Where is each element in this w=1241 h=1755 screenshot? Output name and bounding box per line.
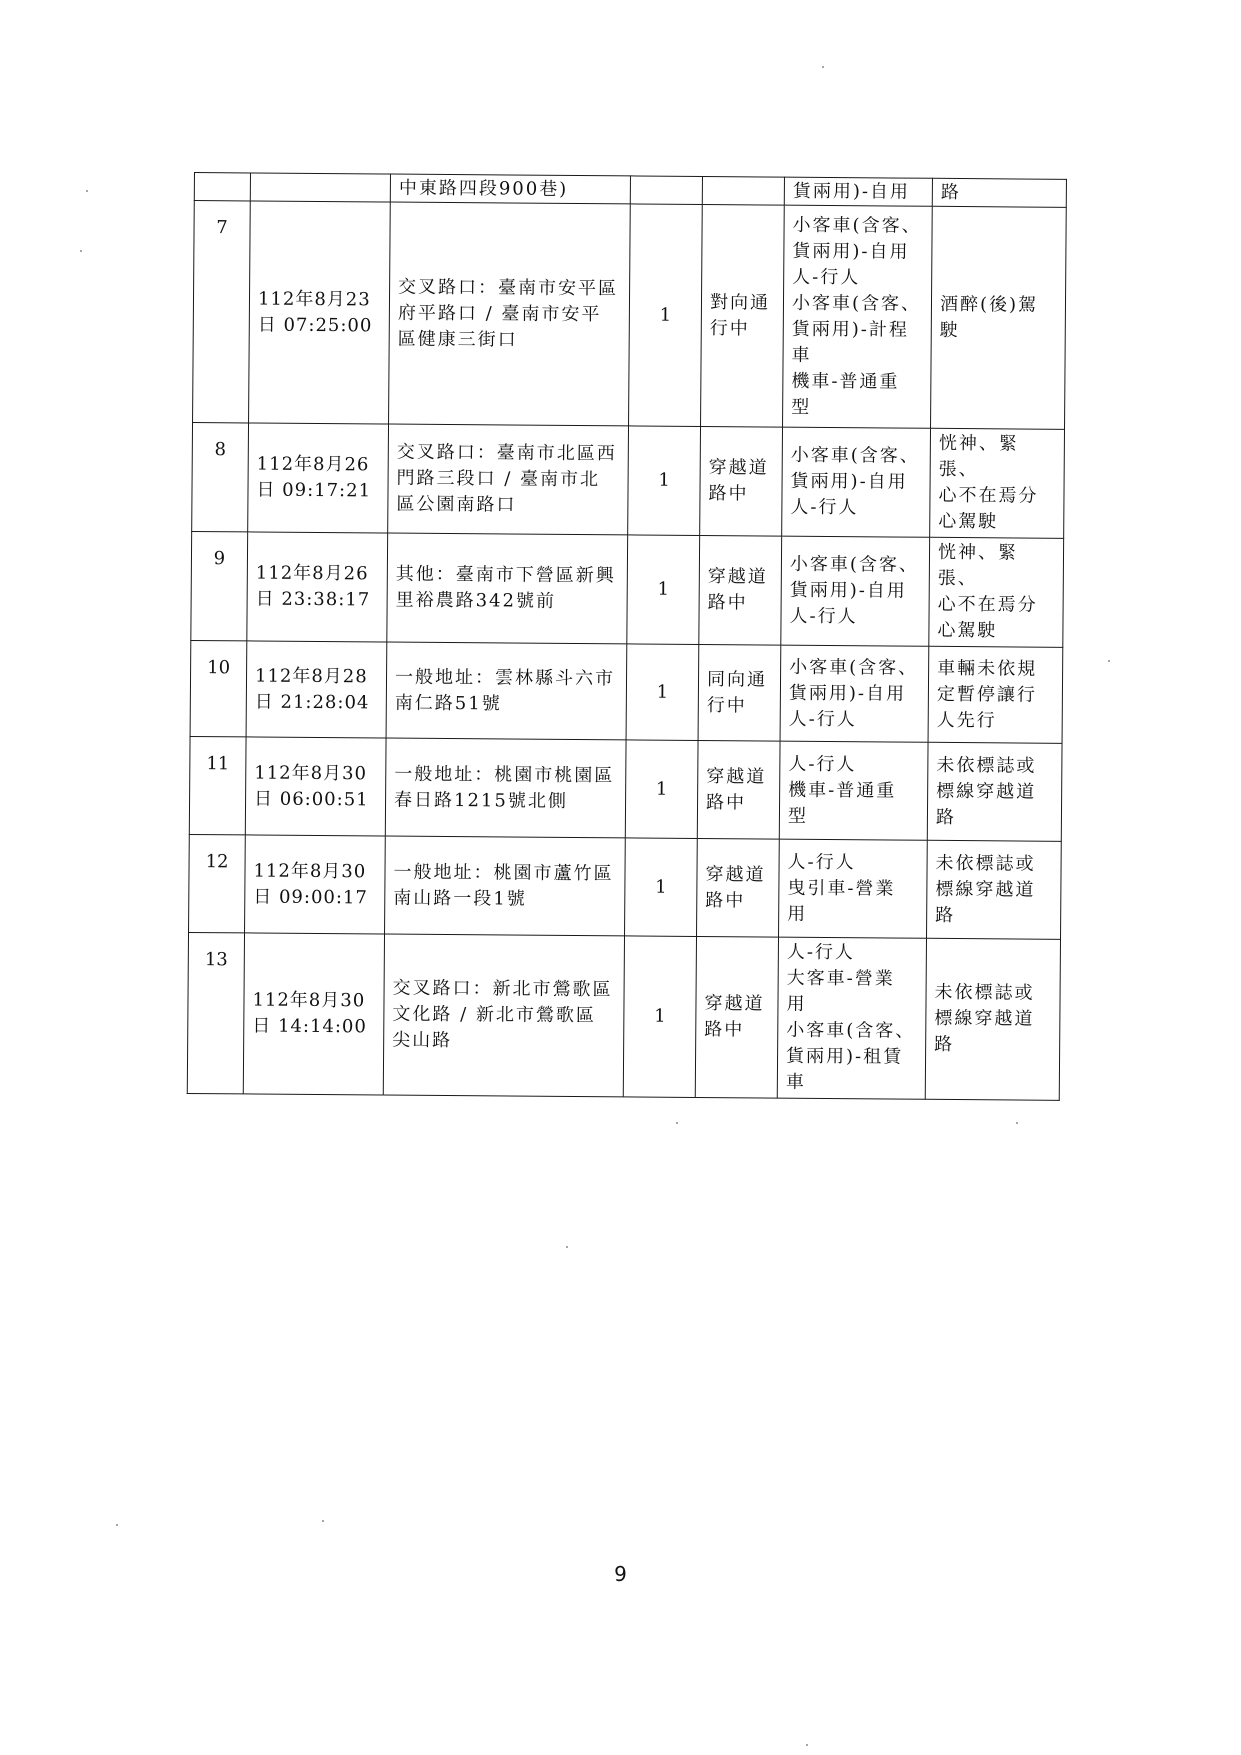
cell-parties: 貨兩用)-自用	[784, 177, 932, 206]
cell-manner-line: 路中	[705, 889, 746, 911]
table-row	[190, 640, 1063, 743]
cell-location-line: 其他：臺南市下營區新興	[395, 563, 616, 587]
cell-date-line: 112年8月30	[253, 859, 367, 882]
cell-parties-line: 人-行人	[786, 941, 856, 964]
cell-manner-line: 穿越道	[704, 993, 765, 1015]
cell-cause-line: 路	[935, 806, 957, 828]
table-row	[192, 422, 1065, 538]
cell-manner	[695, 936, 778, 1098]
cell-manner-line: 穿越道	[706, 765, 767, 788]
cell-location-line: 南山路一段1號	[393, 887, 527, 910]
cell-manner-line: 穿越道	[708, 457, 769, 479]
cell-no: 10	[190, 640, 247, 736]
cell-parties-line: 用	[787, 903, 808, 925]
cell-cause-line: 心駕駛	[938, 510, 999, 533]
cell-manner	[702, 176, 784, 205]
cell-location	[388, 424, 629, 535]
cell-location-line: 府平路口 / 臺南市安平	[397, 302, 602, 325]
table-row	[187, 932, 1060, 1100]
cell-cause-line: 車輛未依規	[937, 657, 1038, 680]
table-row	[189, 834, 1062, 939]
cell-parties-line: 人-行人	[787, 851, 856, 873]
cell-cause-line: 定暫停讓行	[936, 683, 1038, 706]
cell-date-line: 112年8月30	[254, 761, 368, 784]
cell-no: 9	[191, 531, 248, 640]
cell-cause	[927, 840, 1062, 939]
cell-location-line: 交叉路口：臺南市北區西	[396, 441, 617, 465]
cell-parties	[780, 645, 929, 742]
cell-count: 1	[625, 740, 698, 839]
cell-parties-line: 人-行人	[790, 496, 859, 519]
cell-cause-line: 未依標誌或	[935, 852, 1036, 875]
cell-date	[245, 737, 386, 836]
cell-count: 1	[627, 535, 700, 645]
cell-date-line: 日 14:14:00	[252, 1015, 367, 1038]
scan-speck	[322, 1520, 324, 1522]
cell-count: 1	[629, 204, 703, 427]
cell-parties-line: 人-行人	[788, 708, 857, 730]
cell-location	[389, 202, 631, 426]
cell-location-line: 一般地址：桃園市桃園區	[394, 763, 615, 786]
cell-manner-line: 路中	[707, 592, 748, 614]
cell-date-line: 112年8月26	[255, 562, 369, 585]
cell-date-line: 日 21:28:04	[254, 690, 370, 713]
cell-date-line: 日 09:17:21	[256, 479, 372, 502]
table-row	[191, 531, 1064, 647]
cell-parties-line: 貨兩用)-自用	[788, 682, 907, 705]
scan-speck	[676, 1122, 678, 1124]
cell-parties-line: 曳引車-營業	[787, 877, 896, 900]
cell-date	[247, 532, 388, 642]
cell-location-line: 區健康三街口	[397, 328, 518, 351]
cell-manner-line: 行中	[706, 694, 747, 716]
cell-date	[243, 933, 384, 1095]
cell-cause	[928, 646, 1063, 743]
cell-no: 12	[189, 834, 246, 932]
cell-location-line: 尖山路	[392, 1029, 453, 1052]
cell-location-line: 交叉路口：臺南市安平區	[398, 276, 619, 299]
cell-manner	[701, 204, 785, 427]
cell-cause-line: 標線穿越道	[934, 1007, 1035, 1030]
accident-table-body	[187, 173, 1066, 1101]
cell-cause-line: 心駕駛	[937, 619, 998, 642]
cell-date-line: 112年8月28	[254, 664, 368, 687]
cell-count: 1	[628, 426, 701, 536]
accident-table	[187, 172, 1067, 1101]
cell-no: 7	[193, 201, 251, 423]
cell-location-line: 一般地址：雲林縣斗六市	[394, 666, 616, 689]
cell-no: 11	[189, 736, 246, 834]
cell-location-line: 春日路1215號北側	[393, 789, 568, 812]
cell-cause-line: 路	[934, 1033, 955, 1055]
cell-no: 13	[187, 932, 244, 1093]
scan-speck	[86, 190, 88, 192]
scan-speck	[1016, 1122, 1018, 1124]
scan-speck	[566, 1246, 568, 1248]
cell-parties-line: 貨兩用)-自用	[789, 579, 907, 602]
cell-cause-line: 恍神、緊張、	[938, 432, 1019, 481]
cell-count: 1	[626, 644, 699, 741]
cell-parties	[777, 937, 926, 1099]
cell-cause-line: 未依標誌或	[934, 981, 1035, 1004]
cell-parties-line: 小客車(含客、	[790, 444, 920, 467]
cell-location	[385, 738, 626, 838]
table-row	[193, 201, 1067, 430]
cell-cause-line: 標線穿越道	[936, 780, 1037, 803]
cell-date-line: 日 09:00:17	[253, 885, 368, 908]
cell-cause	[929, 537, 1064, 647]
cell-date-line: 112年8月30	[252, 989, 366, 1012]
scan-speck	[822, 66, 824, 68]
cell-location	[383, 934, 624, 1097]
cell-date	[250, 173, 390, 202]
cell-location	[386, 642, 627, 740]
cell-parties-line: 貨兩用)-自用	[790, 470, 908, 493]
cell-manner	[697, 838, 780, 937]
scan-speck	[80, 250, 82, 252]
cell-date-line: 日 07:25:00	[257, 314, 373, 336]
cell-cause-line: 心不在焉分	[937, 593, 1038, 616]
cell-parties-line: 機車-普通重	[791, 370, 900, 393]
cell-parties-line: 型	[791, 396, 812, 418]
scan-speck	[806, 1744, 808, 1746]
cell-manner-line: 路中	[708, 483, 749, 505]
cell-manner	[700, 426, 783, 536]
cell-date	[249, 201, 391, 424]
cell-cause	[931, 206, 1067, 429]
cell-parties-line: 貨兩用)-自用	[792, 240, 910, 263]
cell-parties-line: 貨兩用)-計程	[791, 318, 909, 341]
cell-parties-line: 車	[785, 1071, 806, 1093]
cell-parties-line: 人-行人	[788, 753, 857, 775]
cell-manner	[697, 740, 780, 839]
cell-date	[248, 423, 389, 533]
cell-parties-line: 車	[791, 344, 812, 366]
cell-cause	[925, 938, 1060, 1100]
cell-parties-line: 小客車(含客、	[789, 553, 920, 576]
page-number: 9	[614, 1562, 627, 1586]
cell-parties	[783, 205, 933, 428]
cell-location-line: 南仁路51號	[394, 692, 502, 714]
cell-cause	[927, 742, 1062, 841]
cell-count	[630, 176, 702, 205]
cell-location: 中東路四段900巷)	[390, 174, 630, 204]
cell-location-line: 區公園南路口	[396, 493, 517, 516]
cell-location-line: 文化路 / 新北市鶯歌區	[392, 1003, 596, 1027]
cell-no: 8	[192, 422, 249, 531]
cell-location	[385, 836, 626, 936]
cell-parties-line: 小客車(含客、	[789, 656, 919, 679]
cell-count: 1	[625, 838, 698, 937]
table-row	[189, 736, 1062, 841]
cell-parties-line: 型	[787, 805, 809, 827]
cell-date-line: 日 06:00:51	[253, 787, 369, 810]
cell-cause-line: 心不在焉分	[938, 484, 1039, 507]
cell-cause	[930, 428, 1065, 538]
cell-manner	[699, 535, 782, 645]
cell-cause-line: 未依標誌或	[936, 754, 1037, 777]
cell-manner	[698, 644, 781, 741]
cell-parties-line: 用	[786, 993, 807, 1015]
cell-manner-line: 路中	[705, 791, 747, 813]
cell-manner-line: 行中	[709, 317, 750, 339]
cell-location-line: 交叉路口：新北市鶯歌區	[392, 977, 613, 1001]
cell-parties	[782, 427, 931, 537]
cell-manner-line: 對向通	[709, 291, 771, 314]
cell-manner-line: 同向通	[706, 668, 768, 691]
cell-location-line: 門路三段口 / 臺南市北	[396, 467, 601, 491]
cell-parties-line: 小客車(含客、	[792, 214, 922, 237]
cell-manner-line: 路中	[704, 1019, 745, 1041]
cell-location	[387, 533, 628, 644]
cell-manner-line: 穿越道	[707, 566, 768, 588]
cell-cause-line: 人先行	[936, 709, 997, 731]
cell-date-line: 112年8月26	[256, 453, 370, 476]
cell-no	[194, 173, 250, 201]
cell-parties-line: 機車-普通重	[788, 779, 897, 802]
cell-parties	[781, 536, 930, 646]
cell-date	[245, 835, 386, 934]
cell-location-line: 里裕農路342號前	[395, 589, 557, 612]
scan-speck	[1108, 660, 1110, 662]
cell-parties-line: 貨兩用)-租賃	[785, 1045, 904, 1068]
cell-cause: 路	[932, 178, 1066, 207]
cell-cause-line: 恍神、緊張、	[937, 541, 1019, 590]
cell-parties	[779, 839, 928, 938]
cell-cause-line: 路	[935, 904, 956, 926]
cell-location-line: 一般地址：桃園市蘆竹區	[393, 861, 614, 884]
scan-speck	[116, 1524, 118, 1526]
cell-cause-line: 酒醉(後)駕	[939, 293, 1039, 316]
cell-parties-line: 小客車(含客、	[786, 1019, 916, 1042]
cell-parties-line: 大客車-營業	[786, 967, 895, 990]
cell-cause-line: 駛	[939, 319, 960, 341]
cell-parties-line: 小客車(含客、	[791, 292, 922, 315]
cell-parties-line: 人-行人	[789, 605, 858, 628]
cell-date	[246, 641, 387, 738]
cell-parties	[779, 741, 928, 840]
cell-cause-line: 標線穿越道	[935, 878, 1036, 901]
cell-parties-line: 人-行人	[792, 266, 861, 288]
cell-manner-line: 穿越道	[705, 863, 766, 886]
cell-count: 1	[623, 936, 696, 1098]
cell-date-line: 日 23:38:17	[255, 588, 371, 611]
cell-date-line: 112年8月23	[257, 288, 371, 310]
